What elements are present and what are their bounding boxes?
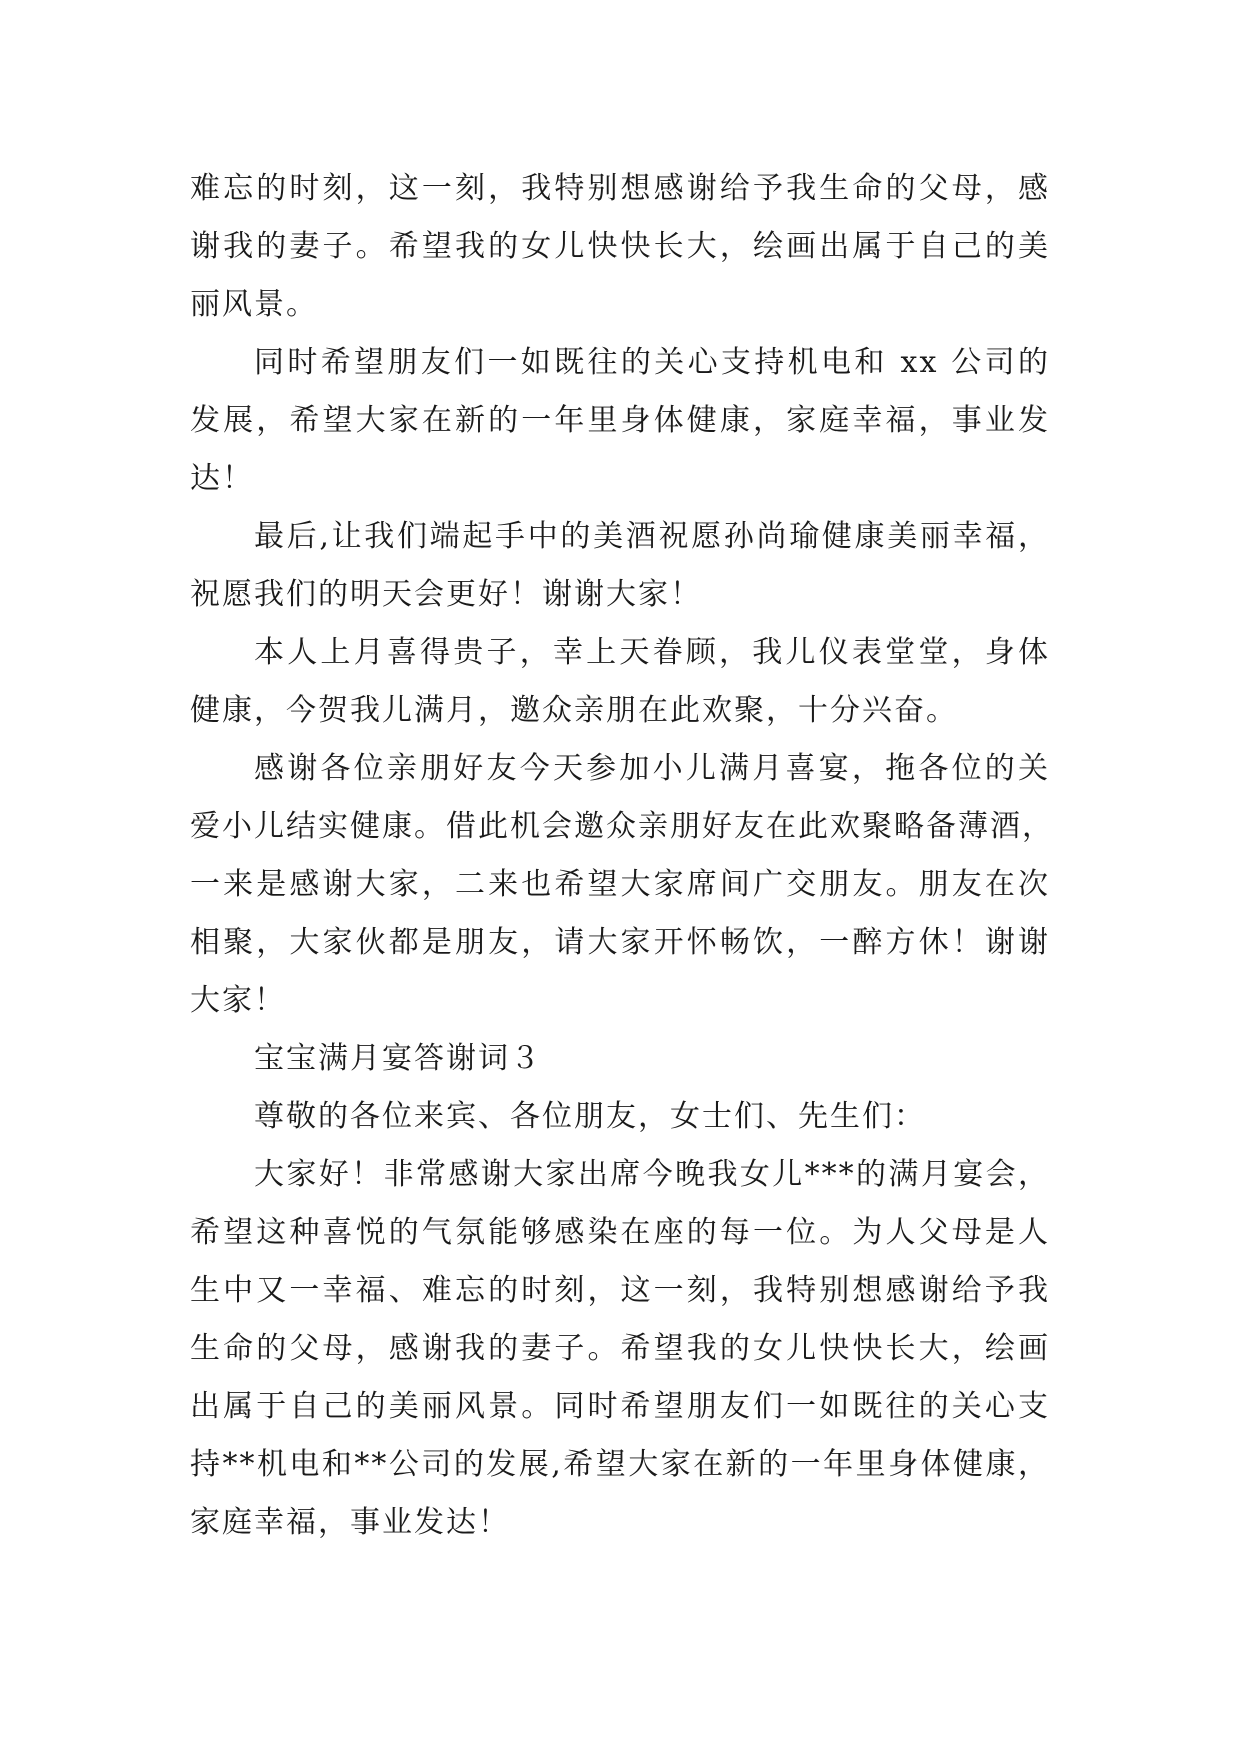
text-line: 希望这种喜悦的气氛能够感染在座的每一位。为人父母是人 — [190, 1215, 1050, 1250]
text-line: 大家好！非常感谢大家出席今晚我女儿***的满月宴会， — [254, 1157, 1050, 1192]
text-line: 同时希望朋友们一如既往的关心支持机电和 xx 公司的 — [254, 345, 1050, 380]
text-line: 难忘的时刻，这一刻，我特别想感谢给予我生命的父母，感 — [190, 171, 1050, 206]
text-line: 发展，希望大家在新的一年里身体健康，家庭幸福，事业发 — [190, 403, 1050, 438]
text-line: 宝宝满月宴答谢词３ — [254, 1041, 542, 1076]
text-line: 大家！ — [190, 983, 286, 1018]
text-line: 出属于自己的美丽风景。同时希望朋友们一如既往的关心支 — [190, 1389, 1050, 1424]
text-line: 相聚，大家伙都是朋友，请大家开怀畅饮，一醉方休！谢谢 — [190, 925, 1050, 960]
text-line: 家庭幸福，事业发达！ — [190, 1505, 510, 1540]
text-line: 持**机电和**公司的发展,希望大家在新的一年里身体健康， — [190, 1447, 1050, 1482]
document-body — [190, 160, 1054, 1552]
text-line: 生中又一幸福、难忘的时刻，这一刻，我特别想感谢给予我 — [190, 1273, 1050, 1308]
text-line: 本人上月喜得贵子，幸上天眷顾，我儿仪表堂堂，身体 — [254, 635, 1050, 670]
text-line: 祝愿我们的明天会更好！谢谢大家！ — [190, 577, 702, 612]
text-line: 感谢各位亲朋好友今天参加小儿满月喜宴，拖各位的关 — [254, 751, 1050, 786]
text-line: 一来是感谢大家，二来也希望大家席间广交朋友。朋友在次 — [190, 867, 1050, 902]
text-line: 最后,让我们端起手中的美酒祝愿孙尚瑜健康美丽幸福， — [254, 519, 1050, 554]
text-line: 尊敬的各位来宾、各位朋友，女士们、先生们： — [254, 1099, 926, 1134]
text-line: 丽风景。 — [190, 287, 318, 322]
text-line: 达！ — [190, 461, 254, 496]
text-line: 爱小儿结实健康。借此机会邀众亲朋好友在此欢聚略备薄酒， — [190, 809, 1054, 844]
text-line: 谢我的妻子。希望我的女儿快快长大，绘画出属于自己的美 — [190, 229, 1050, 264]
text-line: 健康，今贺我儿满月，邀众亲朋在此欢聚，十分兴奋。 — [190, 693, 958, 728]
text-line: 生命的父母，感谢我的妻子。希望我的女儿快快长大，绘画 — [190, 1331, 1050, 1366]
